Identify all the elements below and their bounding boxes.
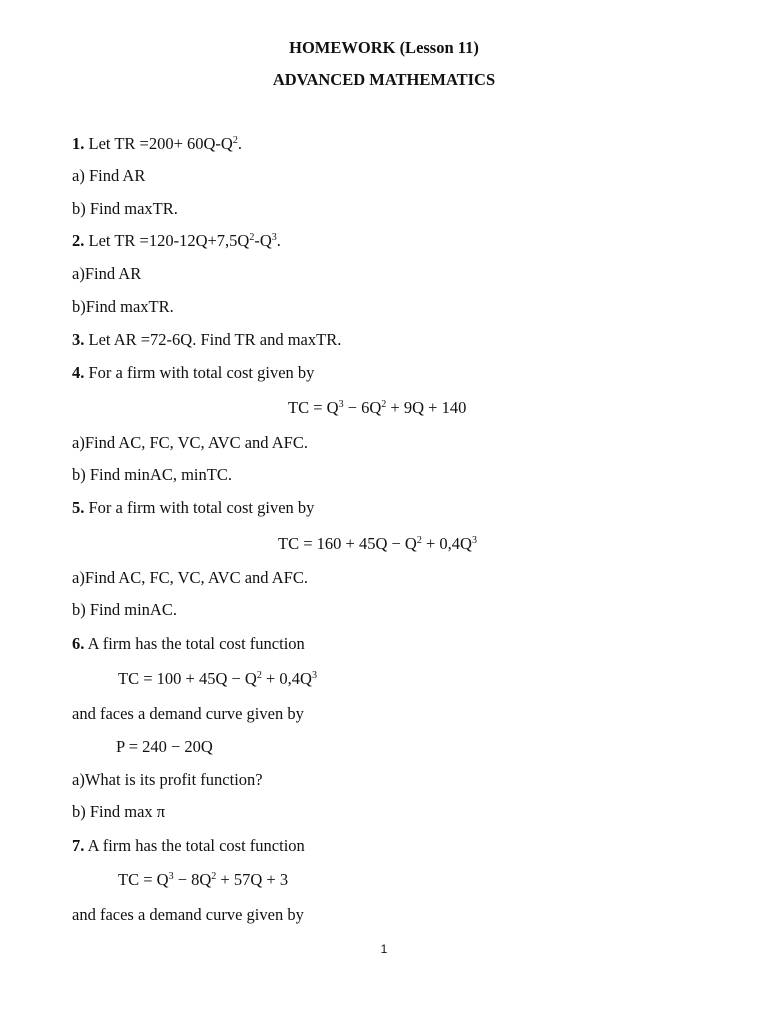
problem-number: 6.: [72, 634, 85, 653]
exponent: 3: [271, 232, 277, 243]
problem-7-demand-text: and faces a demand curve given by: [72, 905, 304, 924]
problem-5-part-a: a)Find AC, FC, VC, AVC and AFC.: [72, 568, 308, 587]
problem-6-statement: [72, 634, 305, 654]
problem-7-statement: [72, 836, 305, 856]
problem-1-part-a: a) Find AR: [72, 166, 146, 185]
problem-text: -Q: [254, 231, 272, 250]
exponent: 2: [249, 232, 255, 243]
problem-text: .: [237, 134, 242, 153]
document-title: HOMEWORK (Lesson 11): [289, 38, 479, 57]
problem-1-statement: [72, 134, 242, 154]
exponent: 2: [416, 535, 422, 546]
problem-number: 3.: [72, 330, 85, 349]
problem-4-part-b: b) Find minAC, minTC.: [72, 465, 232, 484]
problem-number: 4.: [72, 363, 85, 382]
exponent: 3: [168, 871, 174, 882]
problem-number: 7.: [72, 836, 85, 855]
problem-3-statement: [72, 330, 341, 350]
problem-6-part-b: b) Find max π: [72, 802, 166, 821]
exponent: 2: [381, 399, 387, 410]
problem-2-statement: [72, 231, 281, 251]
problem-text: For a firm with total cost given by: [84, 363, 315, 382]
problem-number: 2.: [72, 231, 85, 250]
problem-6-demand-text: and faces a demand curve given by: [72, 704, 304, 723]
problem-text: Let TR =120-12Q+7,5Q: [84, 231, 250, 250]
exponent: 3: [471, 535, 477, 546]
problem-number: 1.: [72, 134, 85, 153]
problem-4-statement: [72, 363, 314, 383]
exponent: 2: [211, 871, 217, 882]
problem-4-part-a: a)Find AC, FC, VC, AVC and AFC.: [72, 433, 308, 452]
exponent: 3: [338, 399, 344, 410]
problem-number: 5.: [72, 498, 85, 517]
problem-5-equation: TC = $160 + 45Q - Q^2 + 0,4Q^3$: [278, 534, 477, 553]
exponent: 2: [256, 670, 262, 681]
problem-text: Let AR =72-6Q. Find TR and maxTR.: [84, 330, 342, 349]
problem-6-part-a: a)What is its profit function?: [72, 770, 263, 789]
problem-1-part-b: b) Find maxTR.: [72, 199, 178, 218]
problem-5-part-b: b) Find minAC.: [72, 600, 177, 619]
page-number: 1: [380, 942, 388, 956]
problem-4-equation: TC = $Q^3 - 6Q^2 + 9Q + 140$: [288, 398, 467, 417]
problem-text: .: [276, 231, 281, 250]
problem-2-part-b: b)Find maxTR.: [72, 297, 174, 316]
exponent: 2: [232, 135, 238, 146]
problem-text: Let TR =200+ 60Q-Q: [84, 134, 233, 153]
document-subtitle: ADVANCED MATHEMATICS: [272, 70, 496, 89]
problem-6-cost-equation: TC = $100 + 45Q - Q^2 + 0,4Q^3$: [118, 669, 317, 688]
problem-text: For a firm with total cost given by: [84, 498, 315, 517]
problem-7-cost-equation: TC = $Q^3 - 8Q^2 + 57Q + 3$: [118, 870, 289, 889]
problem-6-price-equation: P = 240 − 20Q: [116, 737, 213, 756]
problem-5-statement: [72, 498, 314, 518]
problem-text: A firm has the total cost function: [84, 634, 305, 653]
problem-text: A firm has the total cost function: [84, 836, 305, 855]
problem-2-part-a: a)Find AR: [72, 264, 142, 283]
exponent: 3: [311, 670, 317, 681]
